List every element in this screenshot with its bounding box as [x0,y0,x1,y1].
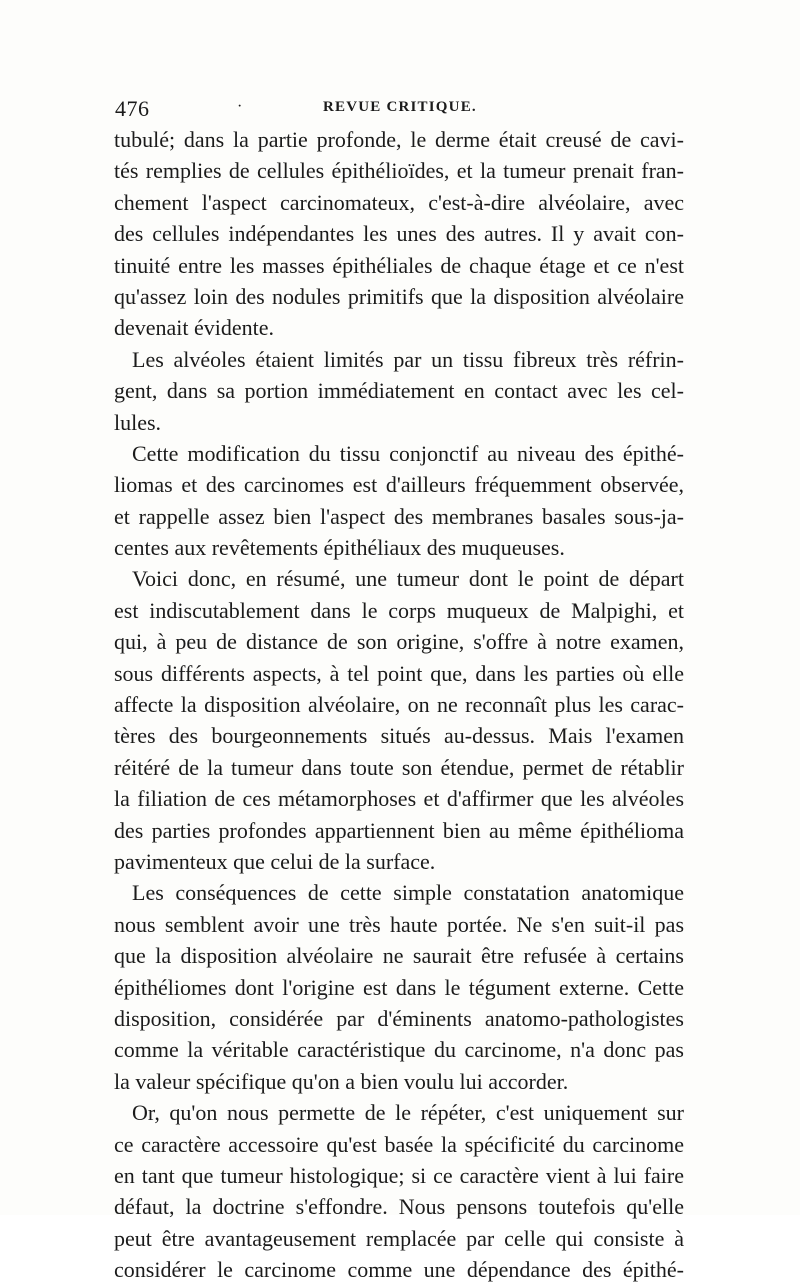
text-line: qu'assez loin des nodules primitifs que la disposition alvéolaire [114,283,684,309]
text-line: défaut, la doctrine s'effondre. Nous pensons toutefois qu'elle [114,1194,684,1220]
text-line: sous différents aspects, à tel point que, dans les parties où elle [114,660,684,686]
text-line: des parties profondes appartiennent bien au même épithélioma [114,817,684,843]
text-line: pavimenteux que celui de la surface. [114,848,436,874]
text-line: Voici donc, en résumé, une tumeur dont le point de départ [132,566,684,592]
text-line: et rappelle assez bien l'aspect des membranes basales sous-ja- [114,503,684,529]
text-line: tinuité entre les masses épithéliales de chaque étage et ce n'est [114,252,684,278]
header-separator: · [237,98,243,115]
text-line: des cellules indépendantes les unes des autres. Il y avait con- [114,221,684,247]
text-line: devenait évidente. [114,315,275,341]
text-line: gent, dans sa portion immédiatement en contact avec les cel- [114,378,684,404]
text-line: nous semblent avoir une très haute portée. Ne s'en suit-il pas [114,911,684,937]
text-line: la filiation de ces métamorphoses et d'affirmer que les alvéoles [114,786,684,812]
text-line: Cette modification du tissu conjonctif au niveau des épithé- [132,440,684,466]
text-line: comme la véritable caractéristique du carcinome, n'a donc pas [114,1037,684,1063]
text-line: Les conséquences de cette simple constatation anatomique [132,880,684,906]
text-line: tés remplies de cellules épithélioïdes, et la tumeur prenait fran- [114,158,684,184]
page-header [115,96,685,124]
text-line: lules. [114,409,162,435]
text-line: considérer le carcinome comme une dépendance des épithé- [114,1257,684,1283]
text-line: centes aux revêtements épithéliaux des muqueuses. [114,535,565,561]
text-line: en tant que tumeur histologique; si ce caractère vient à lui faire [114,1162,684,1188]
text-line: tères des bourgeonnements situés au-dessus. Mais l'examen [114,723,684,749]
text-line: ce caractère accessoire qu'est basée la spécificité du carcinome [114,1131,684,1157]
text-line: tubulé; dans la partie profonde, le derme était creusé de cavi- [114,127,684,152]
text-line: Les alvéoles étaient limités par un tissu fibreux très réfrin- [132,346,684,372]
text-line: réitéré de la tumeur dans toute son étendue, permet de rétablir [114,754,684,780]
body-text [114,124,684,1285]
text-line: que la disposition alvéolaire ne saurait être refusée à certains [114,943,684,969]
text-line: qui, à peu de distance de son origine, s'offre à notre examen, [114,629,684,655]
text-line: Or, qu'on nous permette de le répéter, c'est uniquement sur [132,1100,684,1126]
text-line: affecte la disposition alvéolaire, on ne reconnaît plus les carac- [114,692,684,718]
text-line: liomas et des carcinomes est d'ailleurs fréquemment observée, [114,472,684,498]
text-line: chement l'aspect carcinomateux, c'est-à-dire alvéolaire, avec [114,189,684,215]
text-line: la valeur spécifique qu'on a bien voulu lui accorder. [114,1068,569,1094]
text-line: épithéliomes dont l'origine est dans le tégument externe. Cette [114,974,684,1000]
page-number: 476 [115,96,150,121]
text-line: est indiscutablement dans le corps muqueux de Malpighi, et [114,597,684,623]
text-line: disposition, considérée par d'éminents anatomo-pathologistes [114,1005,684,1031]
text-line: peut être avantageusement remplacée par celle qui consiste à [114,1225,684,1251]
running-head: REVUE CRITIQUE. [323,99,477,115]
